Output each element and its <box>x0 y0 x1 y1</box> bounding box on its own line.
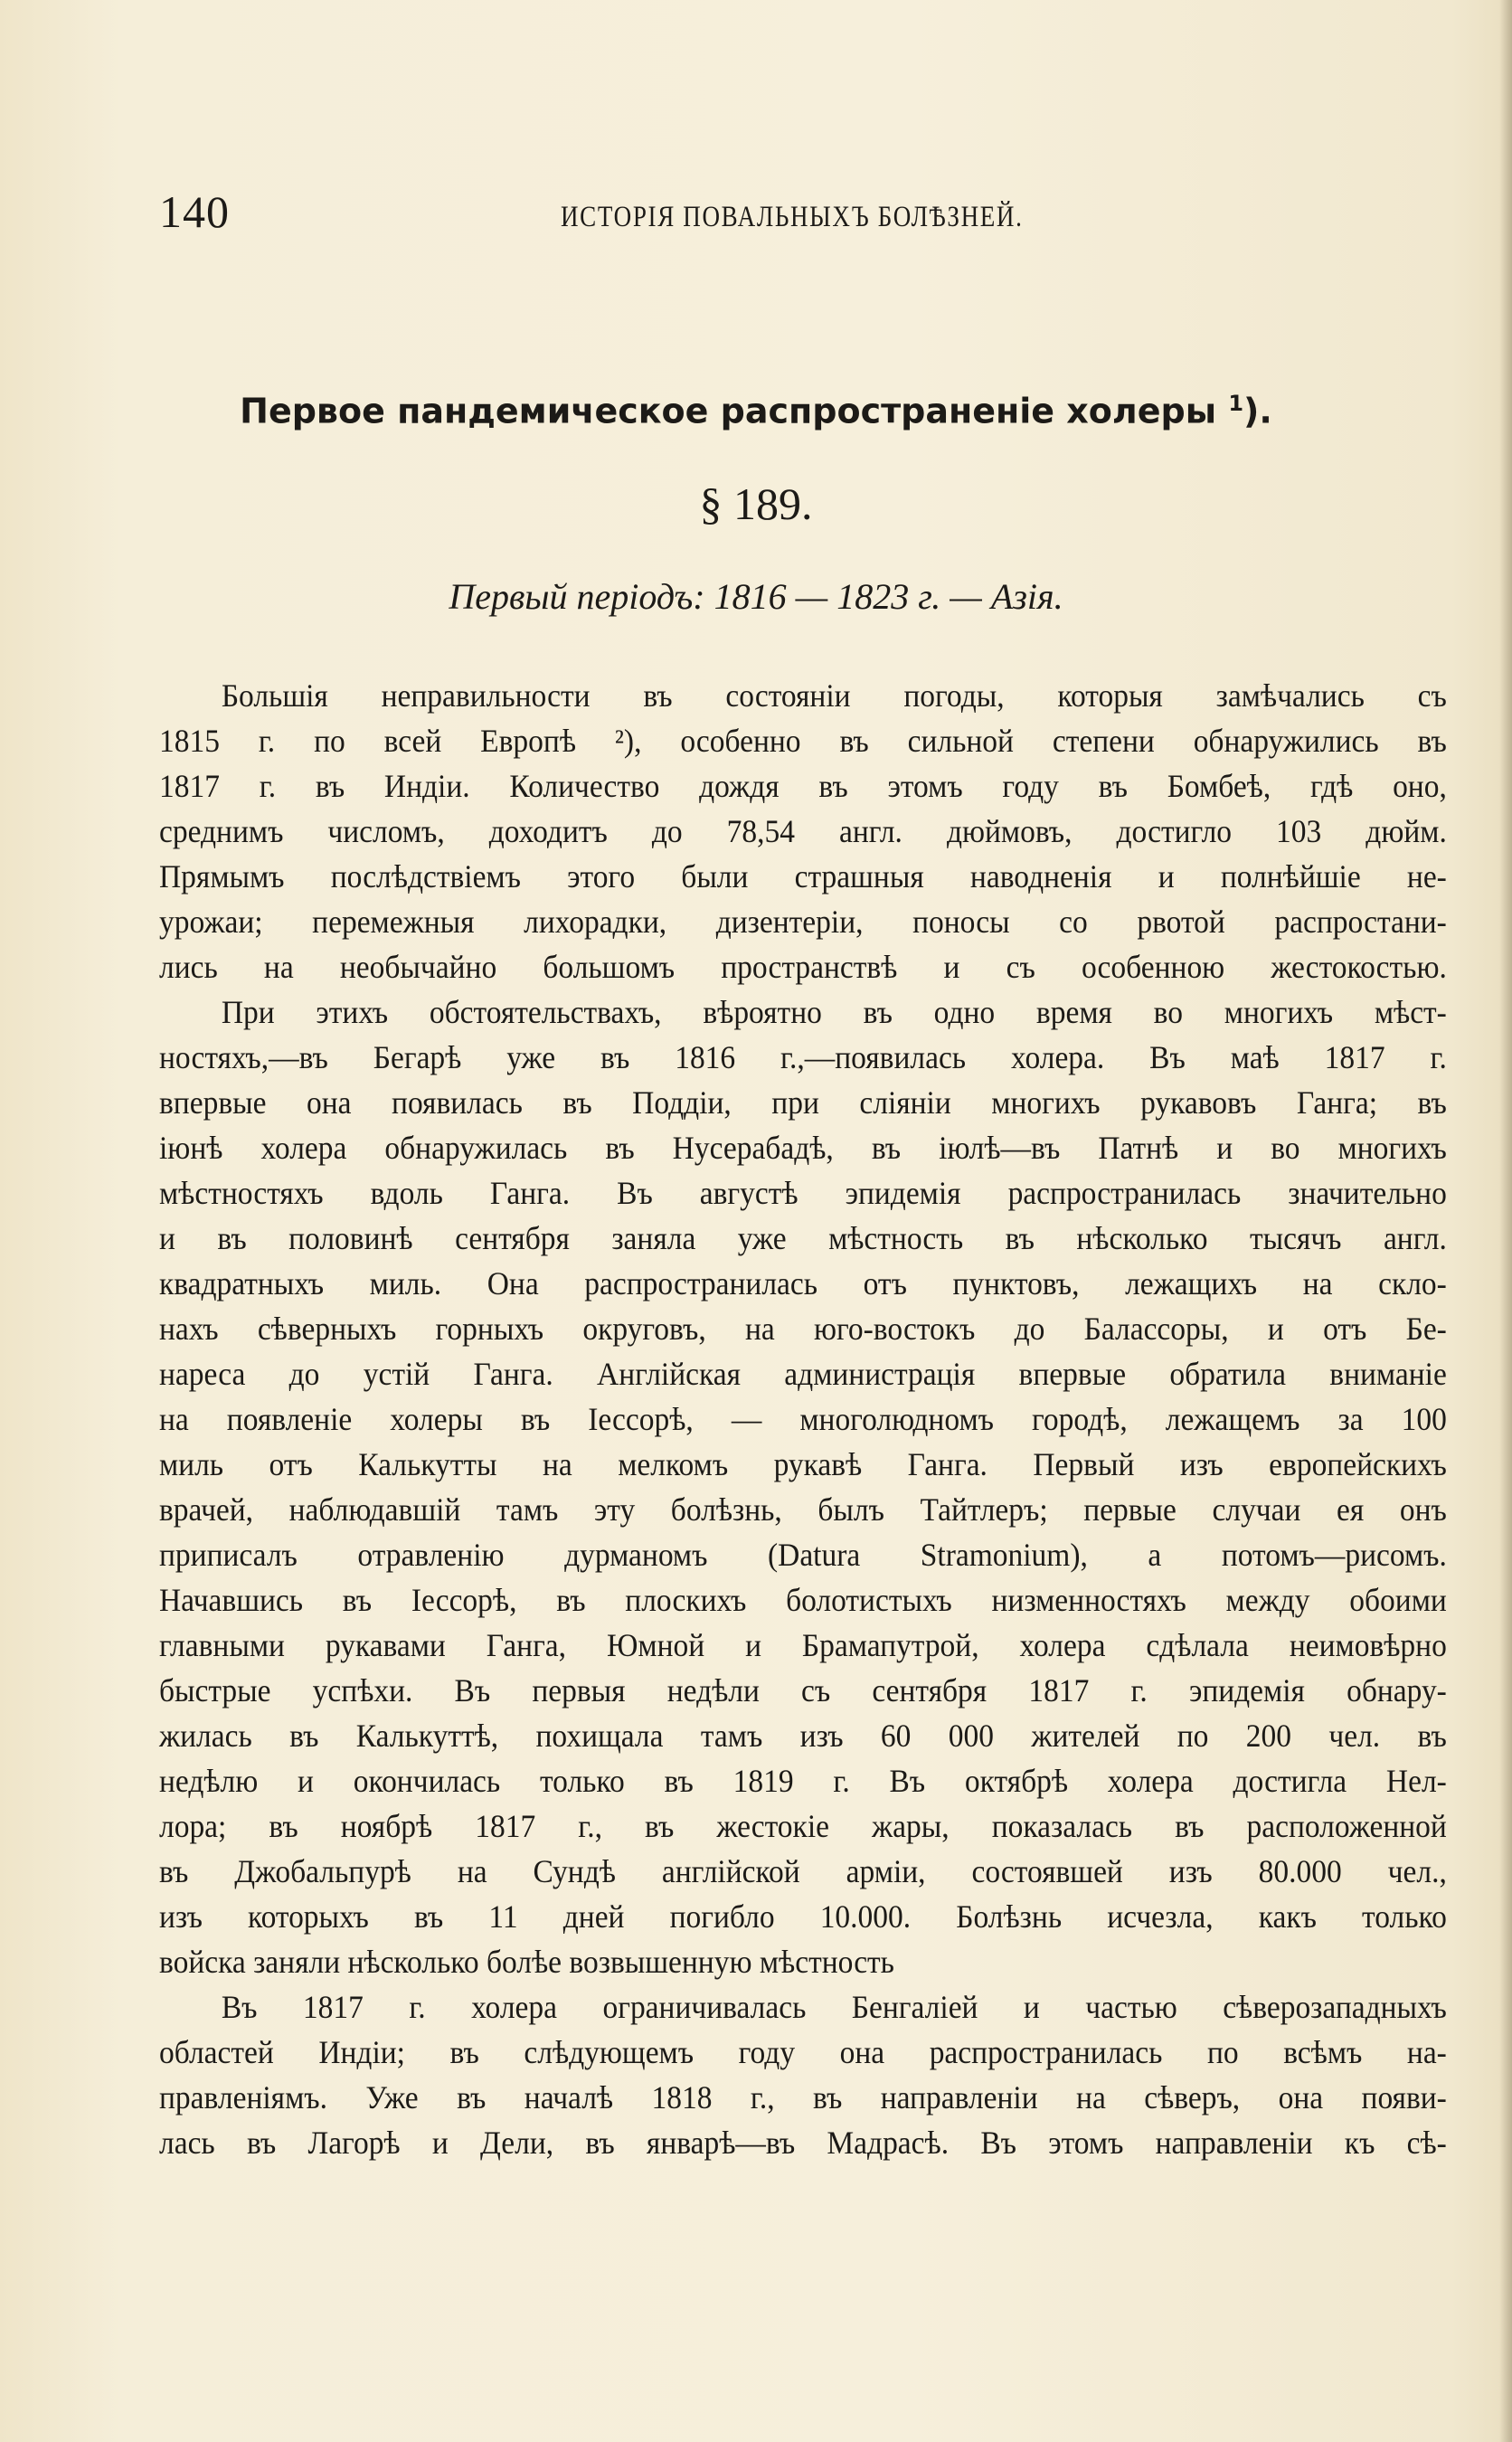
page-number: 140 <box>159 186 230 237</box>
text-line: 1815 г. по всей Европѣ ²), особенно въ сильной степени обнаружились въ <box>159 723 1447 759</box>
section-title-end: ). <box>1243 391 1272 431</box>
text-line: Прямымъ послѣдствіемъ этого были страшныя наводненія и полнѣйшіе не- <box>159 858 1447 894</box>
text-line: Большія неправильности въ состояніи погоды, которыя замѣчались съ <box>221 677 1447 714</box>
text-line: мѣстностяхъ вдоль Ганга. Въ августѣ эпидемія распространилась значительно <box>159 1175 1447 1211</box>
text-line: іюнѣ холера обнаружилась въ Нусерабадѣ, въ іюлѣ—въ Патнѣ и во многихъ <box>159 1130 1447 1166</box>
text-line: приписалъ отравленію дурманомъ (Datura Stramonium), а потомъ—рисомъ. <box>159 1537 1447 1573</box>
text-line: нареса до устій Ганга. Англійская администрація впервые обратила вниманіе <box>159 1356 1447 1392</box>
text-line: областей Индіи; въ слѣдующемъ году она распространилась по всѣмъ на- <box>159 2034 1447 2070</box>
text-line: квадратныхъ миль. Она распространилась отъ пунктовъ, лежащихъ на скло- <box>159 1265 1447 1301</box>
text-line: При этихъ обстоятельствахъ, вѣроятно въ одно время во многихъ мѣст- <box>221 994 1447 1030</box>
text-line: Въ 1817 г. холера ограничивалась Бенгаліей и частью сѣверозападныхъ <box>221 1989 1447 2025</box>
text-line: главными рукавами Ганга, Юмной и Брамапутрой, холера сдѣлала неимовѣрно <box>159 1627 1447 1663</box>
section-number: § 189. <box>699 478 813 529</box>
section-title <box>0 391 1512 431</box>
text-line: среднимъ числомъ, доходитъ до 78,54 англ. дюймовъ, достигло 103 дюйм. <box>159 813 1447 849</box>
text-line: на появленіе холеры въ Іессорѣ, — многолюдномъ городѣ, лежащемъ за 100 <box>159 1401 1447 1437</box>
footnote-mark: 1 <box>1228 391 1244 416</box>
text-line: урожаи; перемежныя лихорадки, дизентеріи, поносы со рвотой распростани- <box>159 904 1447 940</box>
text-line: войска заняли нѣсколько болѣе возвышенную мѣстность <box>159 1944 894 1980</box>
text-line: изъ которыхъ въ 11 дней погибло 10.000. Болѣзнь исчезла, какъ только <box>159 1898 1447 1935</box>
text-line: въ Джобальпурѣ на Сундѣ англійской арміи, состоявшей изъ 80.000 чел., <box>159 1853 1447 1889</box>
text-line: миль отъ Калькутты на мелкомъ рукавѣ Ганга. Первый изъ европейскихъ <box>159 1446 1447 1482</box>
text-line: правленіямъ. Уже въ началѣ 1818 г., въ направленіи на сѣверъ, она появи- <box>159 2079 1447 2115</box>
text-line: быстрые успѣхи. Въ первыя недѣли съ сентября 1817 г. эпидемія обнару- <box>159 1672 1447 1708</box>
text-line: жилась въ Калькуттѣ, похищала тамъ изъ 60 000 жителей по 200 чел. въ <box>159 1718 1447 1754</box>
text-line: лись на необычайно большомъ пространствѣ и съ особенною жестокостью. <box>159 949 1447 985</box>
text-line: ностяхъ,—въ Бегарѣ уже въ 1816 г.,—появилась холера. Въ маѣ 1817 г. <box>159 1039 1447 1075</box>
text-line: недѣлю и окончилась только въ 1819 г. Въ октябрѣ холера достигла Нел- <box>159 1763 1447 1799</box>
text-line: лась въ Лагорѣ и Дели, въ январѣ—въ Мадрасѣ. Въ этомъ направленіи къ сѣ- <box>159 2125 1447 2161</box>
body-text <box>159 673 1447 2165</box>
section-title-text: Первое пандемическое распространеніе холеры <box>240 391 1217 431</box>
text-line: 1817 г. въ Индіи. Количество дождя въ этомъ году въ Бомбеѣ, гдѣ оно, <box>159 768 1447 804</box>
text-line: и въ половинѣ сентября заняла уже мѣстность въ нѣсколько тысячъ англ. <box>159 1220 1447 1256</box>
text-line: впервые она появилась въ Поддіи, при сліяніи многихъ рукавовъ Ганга; въ <box>159 1084 1447 1121</box>
running-head: ИСТОРІЯ ПОВАЛЬНЫХЪ БОЛѢЗНЕЙ. <box>561 201 1024 233</box>
text-line: нахъ сѣверныхъ горныхъ округовъ, на юго-востокъ до Балассоры, и отъ Бе- <box>159 1311 1447 1347</box>
period-heading: Первый періодъ: 1816 — 1823 г. — Азія. <box>449 576 1063 617</box>
page-edge-shadow <box>1499 0 1512 2442</box>
text-line: Начавшись въ Іессорѣ, въ плоскихъ болотистыхъ низменностяхъ между обоими <box>159 1582 1447 1618</box>
text-line: врачей, наблюдавшій тамъ эту болѣзнь, былъ Тайтлеръ; первые случаи ея онъ <box>159 1491 1447 1528</box>
text-line: лора; въ ноябрѣ 1817 г., въ жестокіе жары, показалась въ расположенной <box>159 1808 1447 1844</box>
